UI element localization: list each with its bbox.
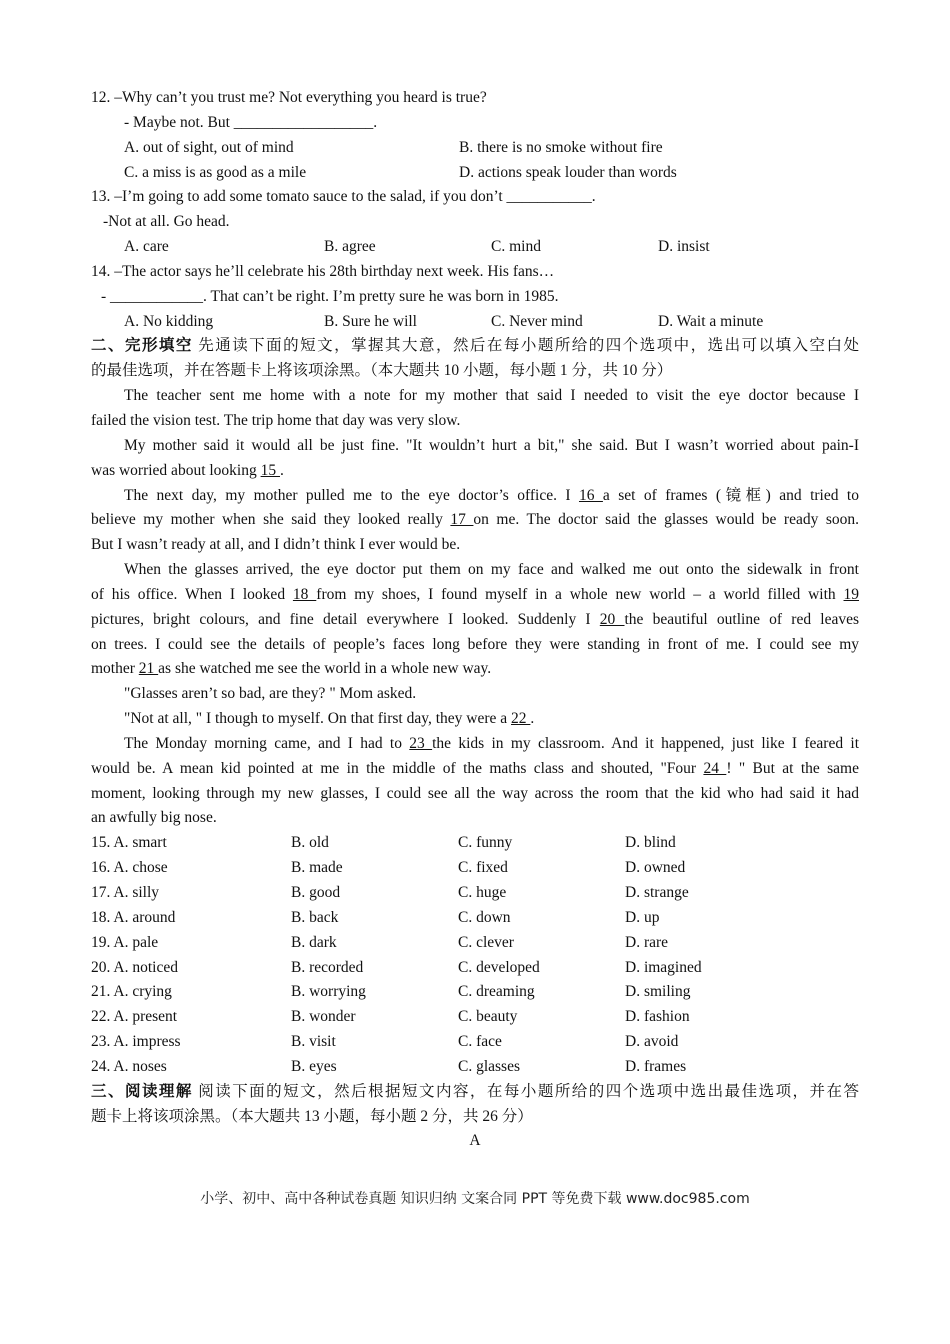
q12-option-a: A. out of sight, out of mind: [124, 138, 294, 156]
q13-option-a: A. care: [124, 238, 169, 256]
passage-line: failed the vision test. The trip home that day was very slow.: [91, 411, 461, 429]
passage-line: of his office. When I looked 18 from my shoes, I found myself in a whole new world – a world filled with 19: [91, 585, 860, 603]
blank-24: 24: [703, 759, 727, 777]
q14-options: [91, 310, 859, 335]
q14-stem: 14. –The actor says he’ll celebrate his 28th birthday next week. His fans…: [91, 262, 555, 280]
blank-18: 18: [292, 585, 317, 603]
blank-19: 19: [843, 585, 860, 603]
q12-options-row2: [91, 161, 859, 186]
q14-response: - ____________. That can’t be right. I’m pretty sure he was born in 1985.: [101, 287, 559, 305]
passage-line: The next day, my mother pulled me to the eye doctor’s office. I 16 a set of frames (镜框) and tried to: [124, 486, 859, 504]
page-footer: 小学、初中、高中各种试卷真题 知识归纳 文案合同 PPT 等免费下载 www.doc985.com: [200, 1191, 750, 1207]
passage-line: The Monday morning came, and I had to 23 the kids in my classroom. And it happened, just like I feared it: [124, 734, 859, 752]
passage-line: The teacher sent me home with a note for my mother that said I needed to visit the eye doctor because I: [124, 387, 859, 405]
q14-option-d: D. Wait a minute: [658, 312, 764, 330]
passage-line: on trees. I could see the details of people’s faces long before they were standing in front of me. I could see my: [91, 635, 859, 653]
q13-option-c: C. mind: [491, 238, 541, 256]
passage-line: But I wasn’t ready at all, and I didn’t think I ever would be.: [91, 536, 461, 554]
section3-instruction-line1: 三、阅读理解 阅读下面的短文，然后根据短文内容，在每小题所给的四个选项中选出最佳选项，并在答: [91, 1082, 859, 1100]
cloze-option-row: 15. A. smart B. old C. funny D. blind: [91, 834, 676, 852]
q12-stem: 12. –Why can’t you trust me? Not everything you heard is true?: [91, 89, 487, 106]
blank-22: 22: [511, 710, 531, 728]
section2-instruction-line1: 二、完形填空 先通读下面的短文，掌握其大意，然后在每小题所给的四个选项中，选出可以填入空白处: [91, 337, 859, 355]
blank-21: 21: [138, 660, 159, 678]
cloze-option-row: 17. A. silly B. good C. huge D. strange: [91, 884, 689, 901]
q12-option-b: B. there is no smoke without fire: [459, 138, 663, 156]
blank-16: 16: [578, 486, 603, 504]
q12-options-row1: [91, 136, 859, 161]
cloze-options: [91, 831, 859, 1079]
section2-heading: 二、完形填空: [91, 337, 193, 355]
q13-stem: 13. –I’m going to add some tomato sauce to the salad, if you don’t ___________.: [91, 188, 596, 206]
cloze-option-row: 24. A. noses B. eyes C. glasses D. frames: [91, 1057, 687, 1075]
passage-line: pictures, bright colours, and fine detail everywhere I looked. Suddenly I 20 the beautiful outline of red leaves: [91, 610, 859, 628]
passage-line: would be. A mean kid pointed at me in the middle of the maths class and shouted, "Four 24 ! " But at the same: [91, 759, 859, 777]
blank-20: 20: [599, 610, 625, 628]
cloze-option-row: 19. A. pale B. dark C. clever D. rare: [91, 933, 669, 951]
passage-line: an awfully big nose.: [91, 809, 217, 827]
q14-option-c: C. Never mind: [491, 312, 583, 330]
q12-response: - Maybe not. But __________________.: [124, 113, 378, 131]
q14-option-a: A. No kidding: [124, 312, 214, 330]
exam-page: [91, 86, 859, 1154]
blank-23: 23: [409, 734, 433, 752]
q12-option-c: C. a miss is as good as a mile: [124, 163, 307, 181]
q12-option-d: D. actions speak louder than words: [459, 163, 677, 181]
passage-line: "Glasses aren’t so bad, are they? " Mom asked.: [124, 685, 417, 703]
cloze-option-row: 18. A. around B. back C. down D. up: [91, 908, 660, 926]
blank-17: 17: [450, 511, 474, 529]
passage-line: moment, looking through my new glasses, I could see all the way across the room that the kid who had said it had: [91, 784, 859, 802]
q13-response: -Not at all. Go head.: [103, 213, 230, 231]
reading-part-label: A: [469, 1132, 481, 1150]
passage-line: My mother said it would all be just fine. "It wouldn’t hurt a bit," she said. But I wasn’t worried about pain-I: [124, 436, 859, 454]
cloze-option-row: 16. A. chose B. made C. fixed D. owned: [91, 859, 686, 877]
passage-line: "Not at all, " I though to myself. On that first day, they were a 22 .: [124, 710, 535, 728]
section3-heading: 三、阅读理解: [91, 1082, 193, 1100]
q14-option-b: B. Sure he will: [324, 312, 417, 330]
passage-line: mother 21 as she watched me see the world in a whole new way.: [91, 660, 492, 678]
q13-option-d: D. insist: [658, 238, 710, 256]
cloze-option-row: 20. A. noticed B. recorded C. developed D. imagined: [91, 958, 702, 976]
cloze-option-row: 23. A. impress B. visit C. face D. avoid: [91, 1033, 679, 1051]
passage-line: When the glasses arrived, the eye doctor put them on my face and walked me out onto the sidewalk in front: [124, 561, 859, 579]
section3-instruction-line2: 题卡上将该项涂黑。（本大题共 13 小题，每小题 2 分，共 26 分）: [91, 1107, 533, 1125]
q13-option-b: B. agree: [324, 238, 376, 256]
cloze-option-row: 21. A. crying B. worrying C. dreaming D. smiling: [91, 983, 691, 1001]
section2-instruction-line2: 的最佳选项，并在答题卡上将该项涂黑。（本大题共 10 小题，每小题 1 分，共 10 分）: [91, 362, 673, 380]
passage-line: believe my mother when she said they looked really 17 on me. The doctor said the glasses would be ready soon.: [91, 511, 860, 529]
passage-line: was worried about looking 15 .: [91, 461, 284, 479]
blank-15: 15: [260, 461, 280, 479]
cloze-option-row: 22. A. present B. wonder C. beauty D. fashion: [91, 1008, 690, 1026]
q13-options: [91, 235, 859, 260]
